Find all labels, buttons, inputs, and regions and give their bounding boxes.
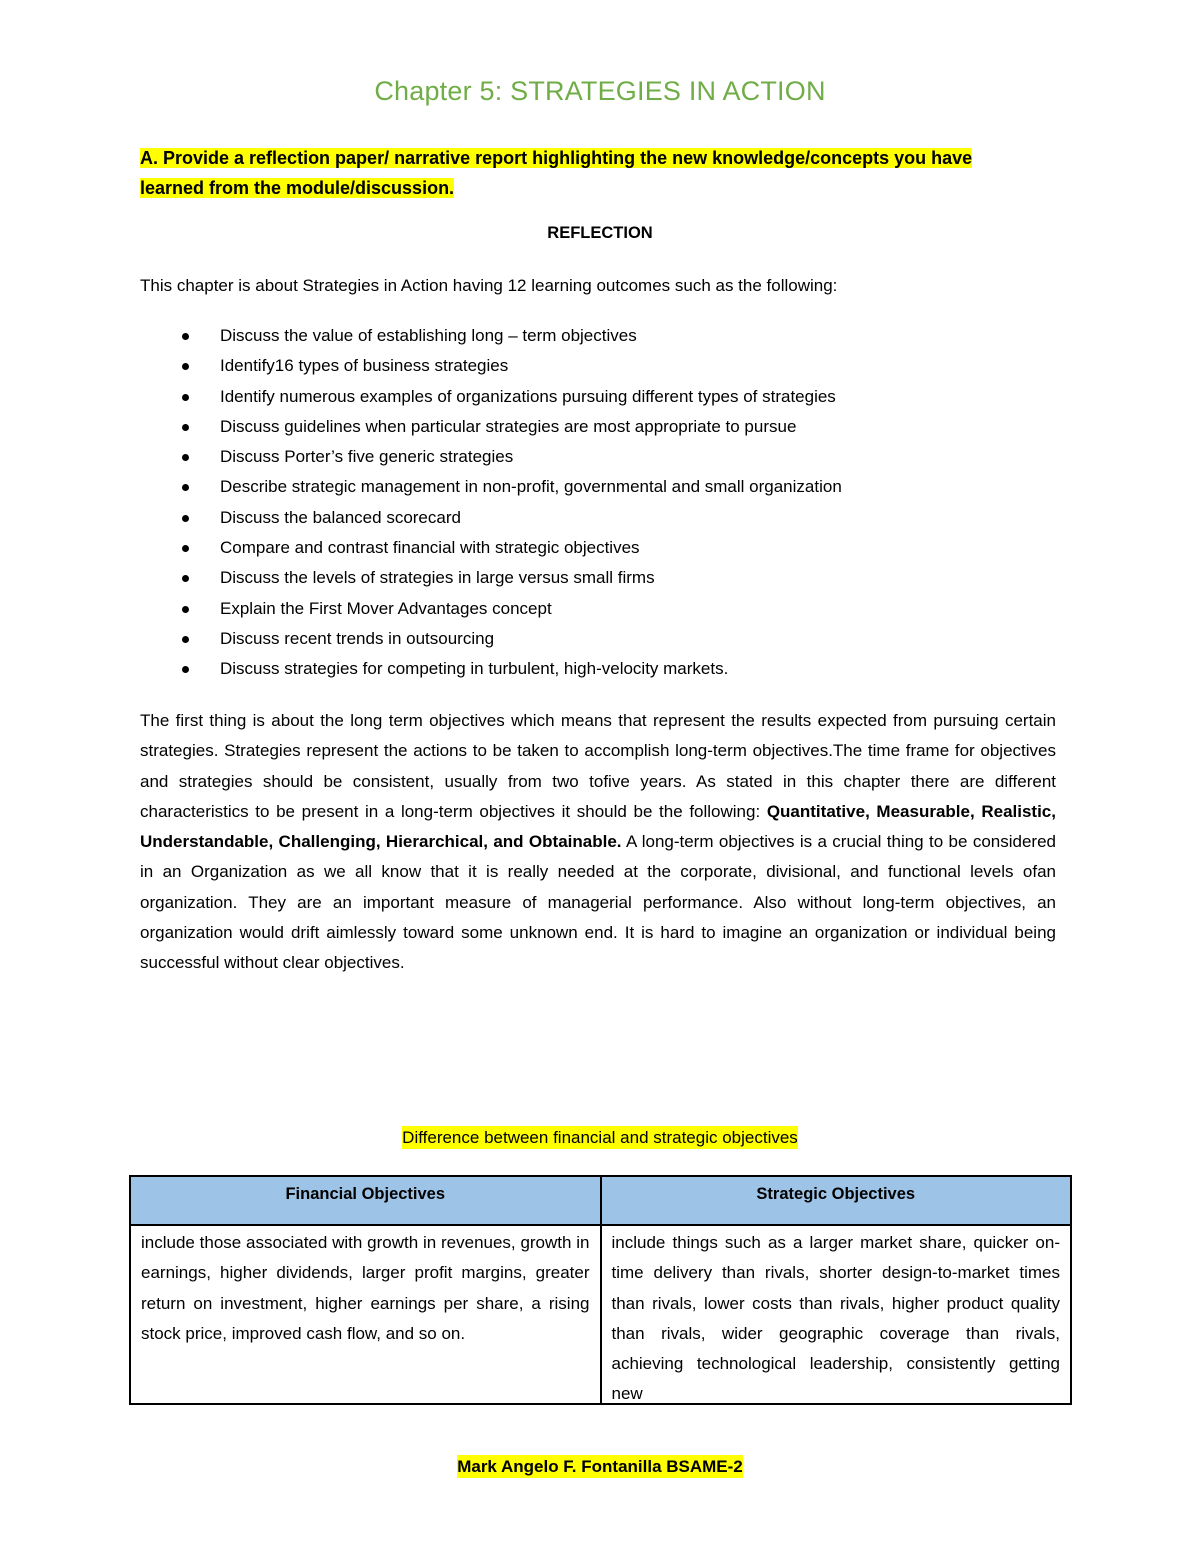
list-item bbox=[140, 503, 1070, 533]
list-item bbox=[140, 563, 1070, 593]
prompt-line-1: A. Provide a reflection paper/ narrative report highlighting the new knowledge/concepts you have bbox=[140, 148, 973, 168]
paragraph-part-2: A long-term objectives is a crucial thing to be considered in an Organization as we all know that it is really needed at the corporate, divisional, and functional levels ofan organization. They are an important measure of managerial performance. Also without long-term objectives, an organization would drift aimlessly toward some unknown end. It is hard to imagine an organization or individual being successful without clear objectives. bbox=[140, 832, 1056, 973]
assignment-prompt bbox=[140, 143, 1070, 203]
header-strategic-objectives: Strategic Objectives bbox=[600, 1177, 1071, 1224]
author-footer bbox=[0, 1457, 1200, 1477]
bullet-icon bbox=[182, 606, 189, 613]
prompt-line-2: learned from the module/discussion. bbox=[140, 178, 455, 198]
author-name: Mark Angelo F. Fontanilla BSAME-2 bbox=[457, 1457, 743, 1476]
list-item-text: Discuss the value of establishing long – term objectives bbox=[220, 326, 637, 345]
learning-outcomes-list bbox=[140, 321, 1070, 685]
bullet-icon bbox=[182, 363, 189, 370]
list-item bbox=[140, 412, 1070, 442]
list-item-text: Compare and contrast financial with strategic objectives bbox=[220, 538, 640, 558]
paragraph-part-1: The first thing is about the long term objectives which means that represent the results expected from pursuing certain strategies. Strategies represent the actions to be taken to accomplish long-term objectives.The time frame for objectives and strategies should be consistent, usually from two tofive years. As stated in this chapter there are different characteristics to be present in a long-term objectives it should be the following: bbox=[140, 711, 1056, 821]
header-financial-objectives: Financial Objectives bbox=[285, 1185, 446, 1203]
list-item bbox=[140, 351, 1070, 381]
bullet-icon bbox=[182, 515, 189, 522]
bullet-icon bbox=[182, 454, 189, 461]
list-item bbox=[140, 321, 1070, 351]
list-item bbox=[140, 654, 1070, 684]
strategic-objectives-cell: include things such as a larger market share, quicker on-time delivery than rivals, shorter design-to-market times than rivals, lower costs than rivals, higher product quality than rivals, wider geographic coverage than rivals, achieving technological leadership, consistently getting new bbox=[600, 1226, 1071, 1405]
list-item-text: Identify16 types of business strategies bbox=[220, 356, 509, 376]
table-caption bbox=[0, 1128, 1200, 1148]
list-item-text: Discuss the balanced scorecard bbox=[220, 507, 461, 527]
table-header-row bbox=[131, 1177, 1070, 1226]
list-item bbox=[140, 382, 1070, 412]
list-item-text: Identify numerous examples of organizations pursuing different types of strategies bbox=[220, 386, 836, 406]
financial-objectives-cell: include those associated with growth in revenues, growth in earnings, higher dividends, larger profit margins, greater return on investment, higher earnings per share, a rising stock price, improved cash flow, and so on. bbox=[141, 1233, 590, 1343]
list-item bbox=[140, 442, 1070, 472]
list-item-text: Discuss strategies for competing in turbulent, high-velocity markets. bbox=[220, 659, 729, 679]
list-item bbox=[140, 472, 1070, 502]
list-item-text: Discuss guidelines when particular strategies are most appropriate to pursue bbox=[220, 416, 797, 436]
list-item-text: Discuss the levels of strategies in large versus small firms bbox=[220, 568, 655, 588]
objectives-table bbox=[129, 1175, 1072, 1405]
bullet-icon bbox=[182, 424, 189, 431]
list-item bbox=[140, 533, 1070, 563]
bullet-icon bbox=[182, 394, 189, 401]
list-item-text: Discuss recent trends in outsourcing bbox=[220, 628, 495, 648]
reflection-heading: REFLECTION bbox=[547, 224, 653, 242]
bullet-icon bbox=[182, 666, 189, 673]
bullet-icon bbox=[182, 484, 189, 491]
bullet-icon bbox=[182, 545, 189, 552]
bullet-icon bbox=[182, 575, 189, 582]
paragraph-characteristics: Quantitative, Measurable, Realistic, Understandable, Challenging, Hierarchical, and Obtainable. bbox=[140, 801, 1056, 852]
bullet-icon bbox=[182, 636, 189, 643]
list-item-text: Explain the First Mover Advantages concept bbox=[220, 598, 552, 618]
list-item-text: Describe strategic management in non-profit, governmental and small organization bbox=[220, 477, 842, 497]
list-item-text: Discuss Porter’s five generic strategies bbox=[220, 447, 514, 467]
list-item bbox=[140, 624, 1070, 654]
table-row bbox=[131, 1226, 1070, 1405]
chapter-title: Chapter 5: STRATEGIES IN ACTION bbox=[374, 76, 826, 106]
table-caption-text: Difference between financial and strategic objectives bbox=[402, 1128, 798, 1147]
intro-sentence: This chapter is about Strategies in Action having 12 learning outcomes such as the following: bbox=[140, 276, 838, 295]
body-paragraph bbox=[140, 706, 1056, 979]
list-item bbox=[140, 594, 1070, 624]
bullet-icon bbox=[182, 333, 189, 340]
